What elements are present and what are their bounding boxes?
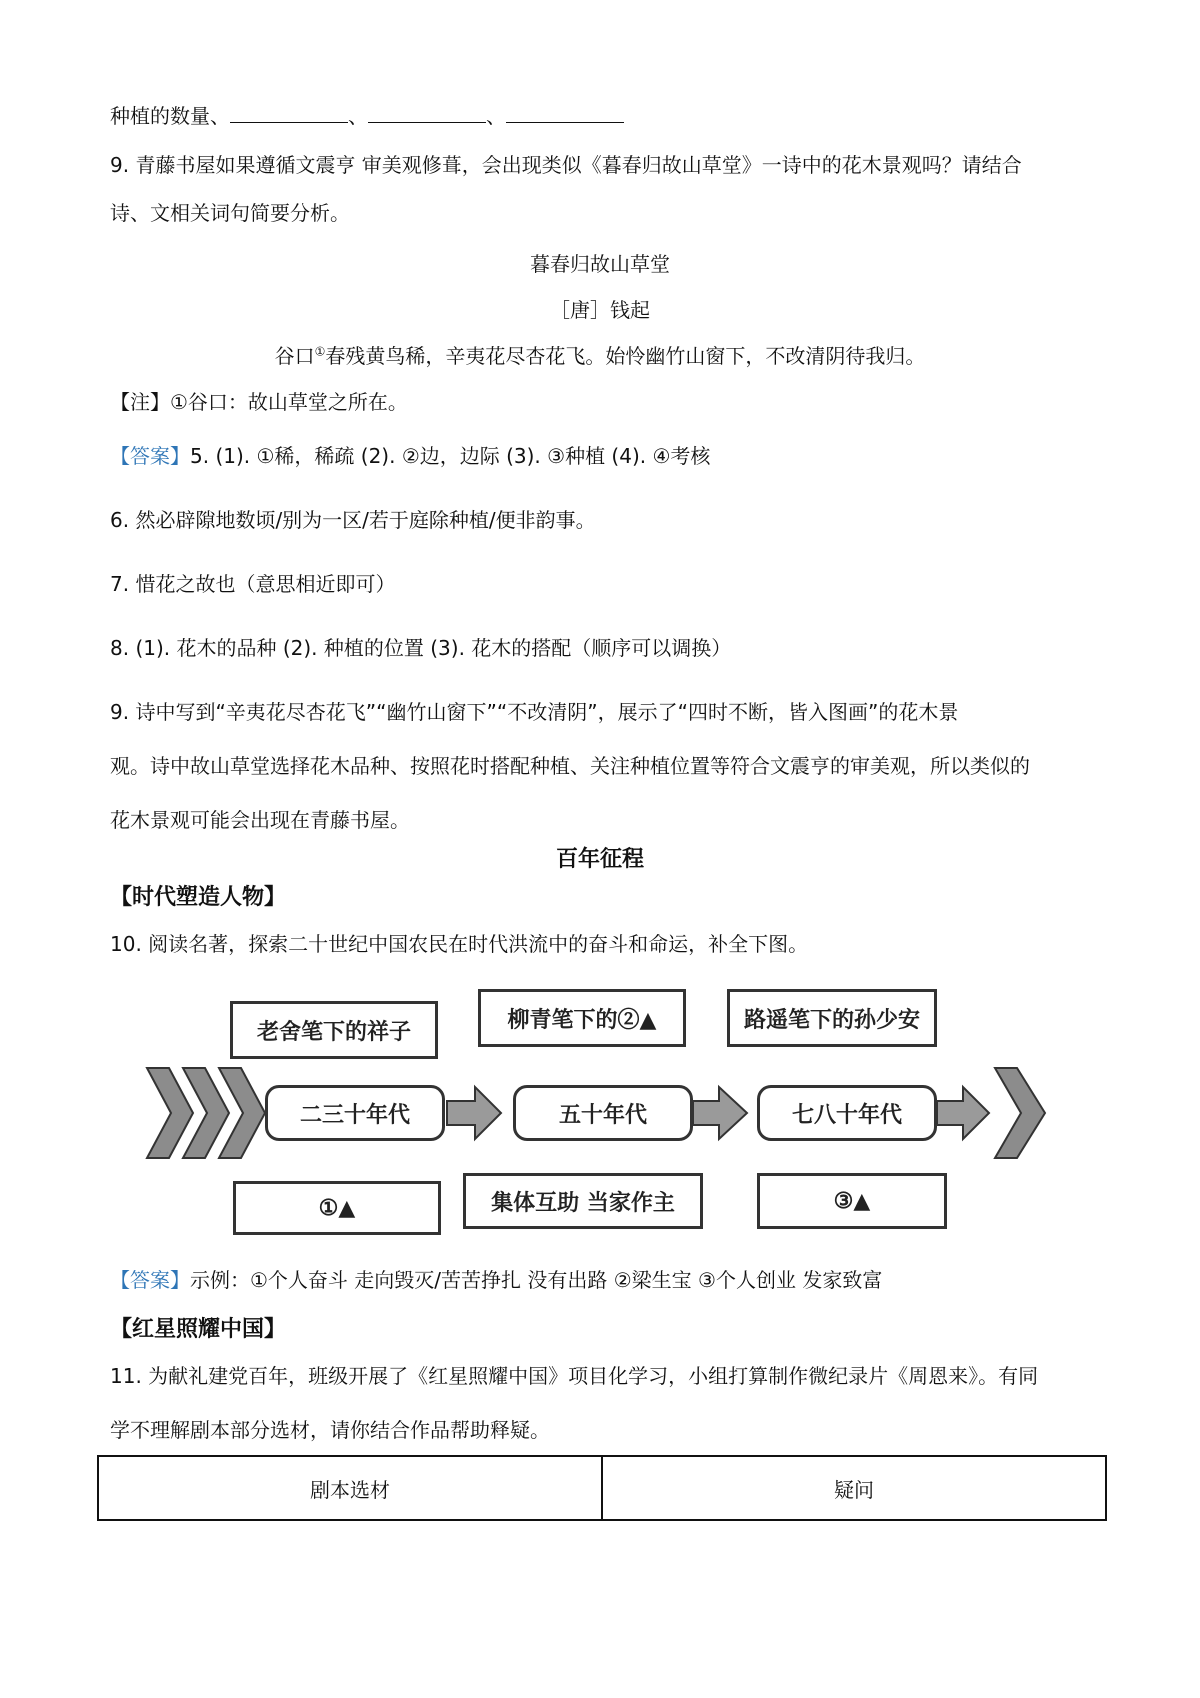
era-box-2: 五十年代: [513, 1085, 693, 1141]
chevron-icon: [995, 1068, 1045, 1158]
table-header-material: 剧本选材: [98, 1456, 602, 1520]
table-row: [98, 1456, 1106, 1520]
answer-8: 8. (1). 花木的品种 (2). 种植的位置 (3). 花木的搭配（顺序可以调换）: [110, 636, 732, 660]
answer-6: 6. 然必辟隙地数顷/别为一区/若于庭除种植/便非韵事。: [110, 508, 596, 532]
chevron-icon: [147, 1068, 265, 1158]
fill-blank-prefix: 种植的数量、: [110, 104, 230, 128]
section-title: 百年征程: [555, 847, 644, 872]
answer-blank-1[interactable]: [230, 104, 348, 123]
answer-7: 7. 惜花之故也（意思相近即可）: [110, 572, 396, 596]
script-table: [97, 1455, 1107, 1521]
poem-body: [0, 340, 1200, 369]
answer-text: 5. (1). ①稀，稀疏 (2). ②边，边际 (3). ③种植 (4). ④考核: [190, 444, 711, 468]
bottom-box-3: ③▲: [757, 1173, 947, 1229]
answer-tag: 【答案】: [110, 1268, 190, 1292]
question-9-line-1: 9. 青藤书屋如果遵循文震亨 审美观修葺，会出现类似《暮春归故山草堂》一诗中的花木景观吗？请结合: [110, 153, 1022, 177]
top-box-3: 路遥笔下的孙少安: [727, 989, 937, 1047]
top-box-2: 柳青笔下的②▲: [478, 989, 686, 1047]
answer-5: [110, 444, 710, 468]
fill-blank-line: [110, 104, 624, 128]
answer-9-line-3: 花木景观可能会出现在青藤书屋。: [110, 808, 410, 832]
era-box-3: 七八十年代: [757, 1085, 937, 1141]
question-11-line-1: 11. 为献礼建党百年，班级开展了《红星照耀中国》项目化学习，小组打算制作微纪录片《周恩来》。有同: [110, 1364, 1039, 1388]
answer-tag: 【答案】: [110, 444, 190, 468]
poem-title: 暮春归故山草堂: [530, 252, 670, 276]
answer-blank-3[interactable]: [506, 104, 624, 123]
top-box-1: 老舍笔下的祥子: [230, 1001, 438, 1059]
subsection-title-2: 【红星照耀中国】: [110, 1317, 287, 1342]
answer-10: [110, 1268, 882, 1292]
separator: 、: [348, 104, 368, 128]
question-10: 10. 阅读名著，探索二十世纪中国农民在时代洪流中的奋斗和命运，补全下图。: [110, 932, 809, 956]
bottom-box-1: ①▲: [233, 1181, 441, 1235]
poem-text: 谷口: [274, 344, 315, 368]
subsection-title-1: 【时代塑造人物】: [110, 885, 287, 910]
flow-diagram: [145, 983, 1055, 1238]
answer-text: 示例：①个人奋斗 走向毁灭/苦苦挣扎 没有出路 ②梁生宝 ③个人创业 发家致富: [190, 1268, 883, 1292]
separator: 、: [486, 104, 506, 128]
answer-9-line-2: 观。诗中故山草堂选择花木品种、按照花时搭配种植、关注种植位置等符合文震亨的审美观，所以类似的: [110, 754, 1030, 778]
footnote-marker: ①: [314, 344, 326, 359]
poem-note: 【注】①谷口：故山草堂之所在。: [110, 390, 408, 414]
poem-author: ［唐］钱起: [550, 298, 650, 322]
answer-blank-2[interactable]: [368, 104, 486, 123]
era-box-1: 二三十年代: [265, 1085, 445, 1141]
table-header-question: 疑问: [602, 1456, 1106, 1520]
answer-9-line-1: 9. 诗中写到“辛夷花尽杏花飞”“幽竹山窗下”“不改清阴”，展示了“四时不断，皆入图画”的花木景: [110, 700, 959, 724]
question-9-line-2: 诗、文相关词句简要分析。: [110, 201, 350, 225]
bottom-box-2: 集体互助 当家作主: [463, 1173, 703, 1229]
question-11-line-2: 学不理解剧本部分选材，请你结合作品帮助释疑。: [110, 1418, 550, 1442]
poem-text: 春残黄鸟稀，辛夷花尽杏花飞。始怜幽竹山窗下，不改清阴待我归。: [325, 344, 926, 368]
